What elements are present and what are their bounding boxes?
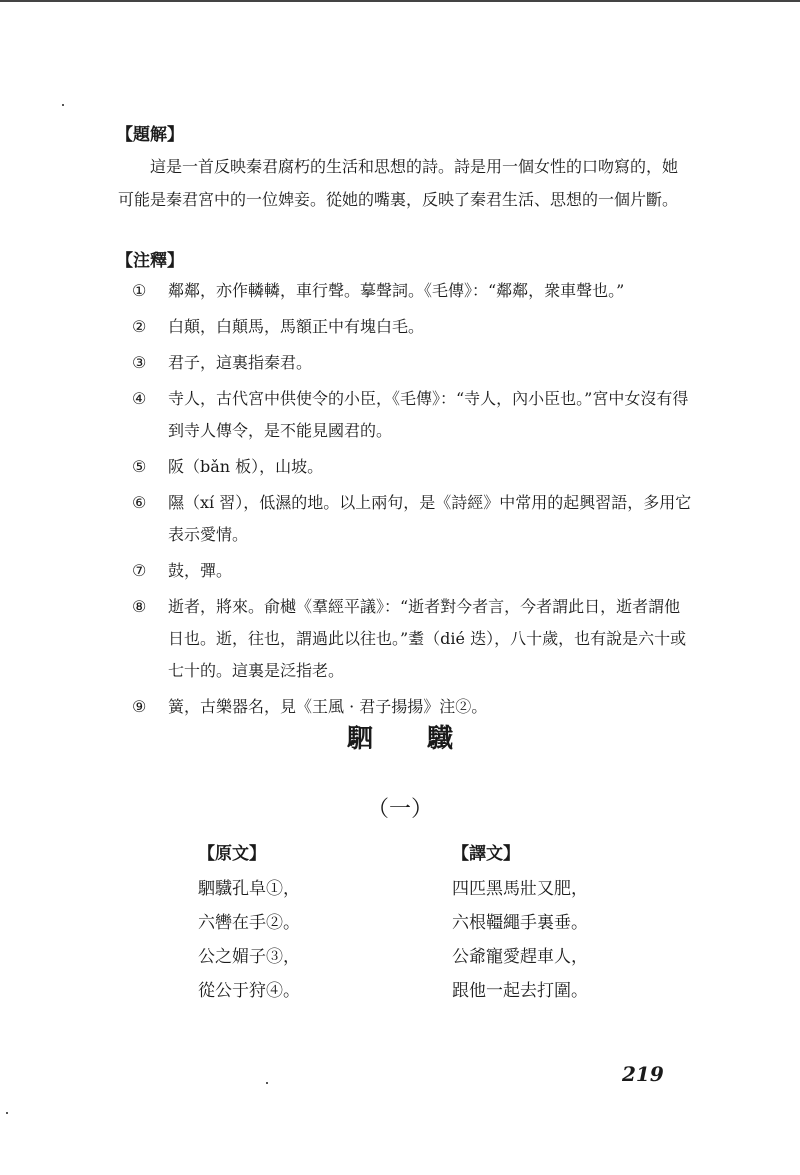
note-item bbox=[132, 487, 692, 551]
scan-speck bbox=[266, 1082, 268, 1084]
original-text-column bbox=[198, 840, 300, 1008]
scan-speck bbox=[62, 104, 64, 106]
note-number: ⑦ bbox=[132, 561, 147, 580]
note-text: 簧，古樂器名，見《王風 · 君子揚揚》注②。 bbox=[168, 697, 488, 716]
note-text: 鼓，彈。 bbox=[168, 561, 233, 580]
note-number: ⑤ bbox=[132, 457, 147, 476]
note-text: 白顛，白顛馬，馬額正中有塊白毛。 bbox=[168, 317, 425, 336]
note-text: 逝者，將來。俞樾《羣經平議》：“逝者對今者言，今者謂此日，逝者謂他日也。逝，往也，謂過此以往也。”耋（dié 迭），八十歲，也有說是六十或七十的。這裏是泛指老。 bbox=[168, 597, 687, 680]
translation-line: 跟他一起去打圍。 bbox=[452, 981, 588, 1001]
note-number: ⑨ bbox=[132, 697, 147, 716]
note-item bbox=[132, 275, 692, 307]
note-text: 阪（bǎn 板），山坡。 bbox=[168, 457, 324, 476]
scan-speck bbox=[6, 1112, 8, 1114]
note-item bbox=[132, 555, 692, 587]
translation-line: 六根韁繩手裏垂。 bbox=[452, 913, 588, 933]
heading-zhushi: 【注釋】 bbox=[116, 251, 184, 271]
note-number: ② bbox=[132, 317, 147, 336]
note-number: ⑥ bbox=[132, 493, 147, 512]
original-line: 駟驖孔阜①， bbox=[198, 879, 300, 899]
note-item bbox=[132, 383, 692, 447]
note-item bbox=[132, 591, 692, 687]
note-text: 鄰鄰，亦作轔轔，車行聲。摹聲詞。《毛傳》：“鄰鄰，衆車聲也。” bbox=[168, 281, 625, 300]
original-line: 六轡在手②。 bbox=[198, 913, 300, 933]
original-line: 從公于狩④。 bbox=[198, 981, 300, 1001]
note-text: 隰（xí 習），低濕的地。以上兩句，是《詩經》中常用的起興習語，多用它表示愛情。 bbox=[168, 493, 692, 544]
translation-column bbox=[452, 840, 588, 1008]
original-heading: 【原文】 bbox=[198, 844, 266, 864]
translation-line: 四匹黑馬壯又肥， bbox=[452, 879, 588, 899]
top-border bbox=[0, 0, 800, 2]
poem-title: 駟驖 bbox=[346, 724, 507, 754]
page-number: 219 bbox=[622, 1062, 664, 1086]
note-text: 君子，這裏指秦君。 bbox=[168, 353, 313, 372]
note-text: 寺人，古代宮中供使令的小臣，《毛傳》：“寺人，內小臣也。”宮中女沒有得到寺人傳令，是不能見國君的。 bbox=[168, 389, 689, 440]
note-number: ④ bbox=[132, 389, 147, 408]
translation-line: 公爺寵愛趕車人， bbox=[452, 947, 588, 967]
note-item bbox=[132, 311, 692, 343]
heading-tijie: 【題解】 bbox=[116, 125, 184, 145]
note-item bbox=[132, 451, 692, 483]
section-number: （一） bbox=[366, 797, 433, 822]
translation-heading: 【譯文】 bbox=[452, 844, 520, 864]
intro-paragraph: 這是一首反映秦君腐朽的生活和思想的詩。詩是用一個女性的口吻寫的，她可能是秦君宮中的一位婢妾。從她的嘴裏，反映了秦君生活、思想的一個片斷。 bbox=[118, 157, 679, 209]
note-number: ① bbox=[132, 281, 147, 300]
original-line: 公之媚子③， bbox=[198, 947, 300, 967]
note-number: ⑧ bbox=[132, 597, 147, 616]
note-item bbox=[132, 347, 692, 379]
note-number: ③ bbox=[132, 353, 147, 372]
notes-list bbox=[132, 275, 692, 727]
